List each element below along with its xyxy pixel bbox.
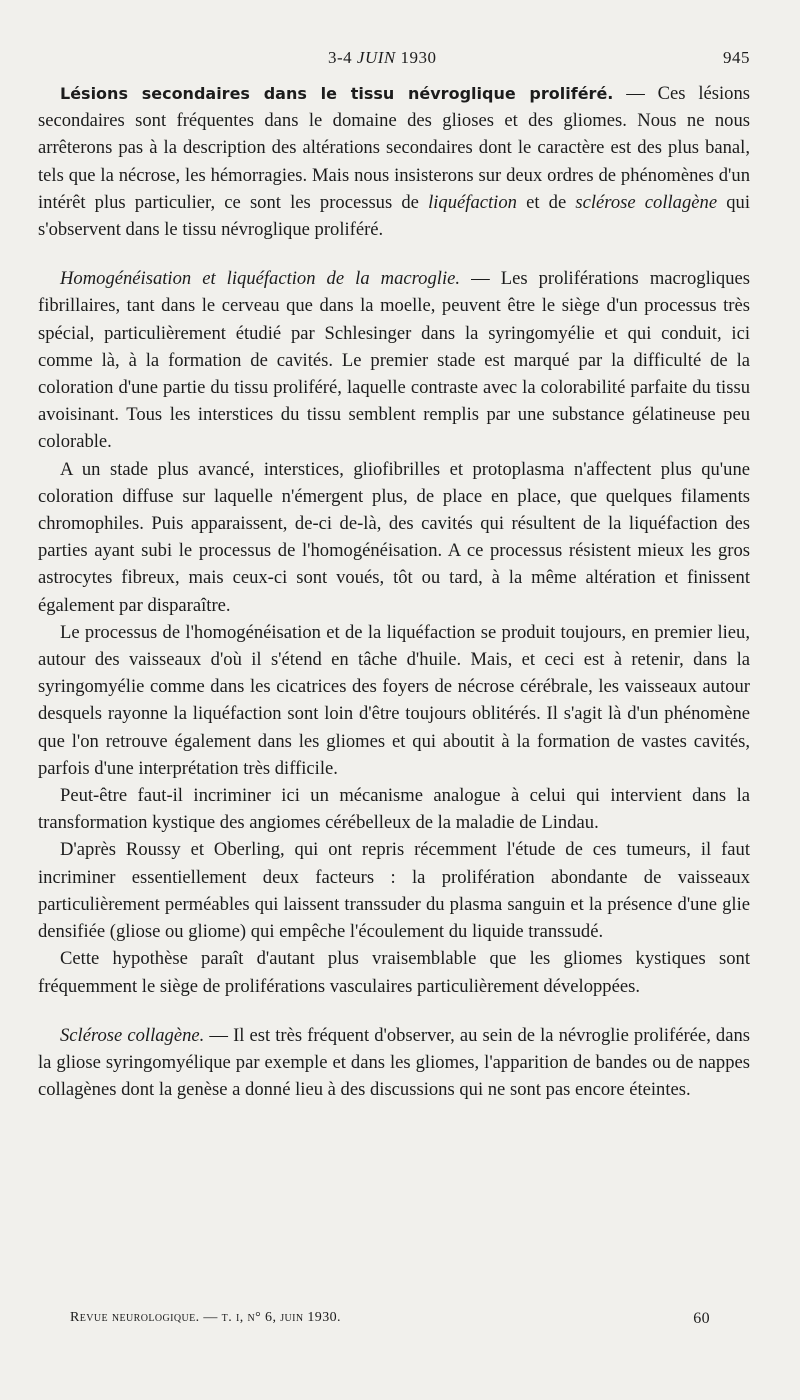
section-heading-homogeneisation: Homogénéisation et liquéfaction de la macroglie. [60,268,461,290]
paragraph-homogeneisation-5: D'après Roussy et Oberling, qui ont repris récemment l'étude de ces tumeurs, il faut incriminer essentiellement deux facteurs : la prolifération abondante de vaisseaux particulièrement perméables qui laissent transsuder du plasma sanguin et la présence d'une glie densifiée (gliose ou gliome) qui empêche l'écoulement du liquide transsudé. [38,839,750,943]
section-heading-sclerose: Sclérose collagène. [60,1024,205,1046]
section-gap [38,243,750,265]
footer-sheet-number: 60 [693,1310,710,1327]
footer-issue: — t. i, n° 6, juin 1930. [199,1310,341,1325]
paragraph-homogeneisation-1: Homogénéisation et liquéfaction de la macroglie. — Les proliférations macrogliques fibrillaires, tant dans le cerveau que dans la moelle, peuvent être le siège d'un processus très spécial, particulièrement étudié par Schlesinger dans la syringomyélie et qui conduit, ici comme là, à la formation de cavités. Le premier stade est marqué par la difficulté de la coloration d'une partie du tissu proliféré, laquelle contraste avec la colorabilité parfaite du tissu avoisinant. Tous les interstices du tissu semblent remplis par une substance gélatineuse peu colorable. [38,268,750,453]
paragraph-homogeneisation-6: Cette hypothèse paraît d'autant plus vraisemblable que les gliomes kystiques sont fréquemment le siège de proliférations vasculaires particulièrement développées. [38,948,750,997]
running-head [38,42,750,74]
page-footer [70,1310,710,1326]
section-gap [38,1000,750,1022]
paragraph-sclerose-collagene: Sclérose collagène. — Il est très fréquent d'observer, au sein de la névroglie proliférée, dans la gliose syringomyélique par exemple et dans les gliomes, l'apparition de bandes ou de nappes collagènes dont la genèse a donné lieu à des discussions qui ne sont pas encore éteintes. [38,1024,750,1101]
body-text [38,80,750,1103]
paragraph-lesions-secondaires: Lésions secondaires dans le tissu névroglique proliféré. — Ces lésions secondaires sont fréquentes dans le domaine des glioses et des gliomes. Nous ne nous arrêterons pas à la description des altérations secondaires dont le caractère est des plus banal, tels que la nécrose, les hémorragies. Mais nous insisterons sur deux ordres de phénomènes d'un intérêt plus particulier, ce sont les processus de liquéfaction et de sclérose collagène qui s'observent dans le tissu névroglique proliféré. [38,83,750,241]
paragraph-homogeneisation-4: Peut-être faut-il incriminer ici un mécanisme analogue à celui qui intervient dans la transformation kystique des angiomes cérébelleux de la maladie de Lindau. [38,785,750,834]
page-number: 945 [723,48,750,67]
section-heading-lesions: Lésions secondaires dans le tissu névroglique proliféré. [60,84,614,103]
paragraph-homogeneisation-2: A un stade plus avancé, interstices, gliofibrilles et protoplasma n'affectent plus qu'une coloration diffuse sur laquelle n'émergent plus, de place en place, que quelques filaments chromophiles. Puis apparaissent, de-ci de-là, des cavités qui résultent de la liquéfaction des parties ayant subi le processus de l'homogénéisation. A ce processus résistent mieux les gros astrocytes fibreux, mais ceux-ci sont voués, tôt ou tard, à la même altération et finissent également par disparaître. [38,458,750,616]
footer-journal: Revue neurologique. [70,1310,200,1325]
paragraph-homogeneisation-3: Le processus de l'homogénéisation et de la liquéfaction se produit toujours, en premier lieu, autour des vaisseaux d'où il s'étend en tâche d'huile. Mais, et ceci est à retenir, dans la syringomyélie comme dans les cicatrices des foyers de nécrose cérébrale, les vaisseaux autour desquels rayonne la liquéfaction sont loin d'être toujours oblitérés. Il s'agit là d'un phénomène que l'on retrouve également dans les gliomes et qui aboutit à la formation de vastes cavités, parfois d'une interprétation très difficile. [38,621,750,779]
header-date: 3-4 JUIN 1930 [328,48,437,67]
